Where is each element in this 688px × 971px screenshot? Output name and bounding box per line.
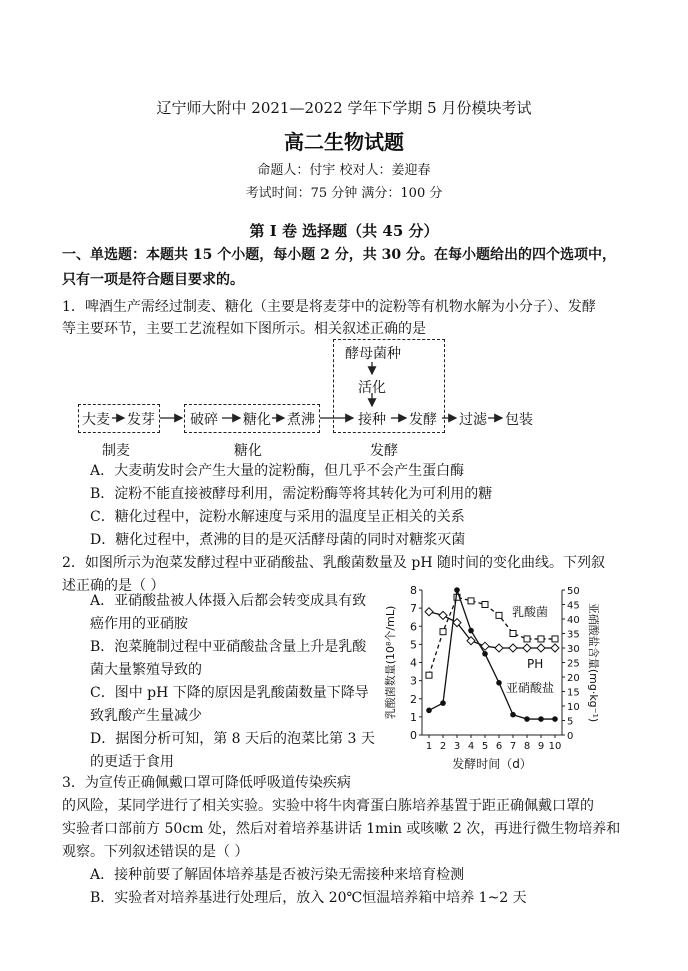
chart-labels <box>383 584 601 771</box>
series-label-ph: PH <box>527 657 544 671</box>
left-axis-title: 乳酸菌数量(10⁸个/mL) <box>384 605 397 720</box>
lactobacillus-point <box>552 636 558 642</box>
ph-point <box>537 644 545 652</box>
x-tick-label: 7 <box>509 741 517 752</box>
x-tick-label: 2 <box>439 741 447 752</box>
lactobacillus-point <box>468 598 474 604</box>
x-tick-label: 10 <box>548 741 562 752</box>
right-tick-label: 5 <box>567 716 574 728</box>
series-label-lactobacillus: 乳酸菌 <box>512 605 549 619</box>
q1-option-a: A．大麦萌发时会产生大量的淀粉酶，但几乎不会产生蛋白酶 <box>90 463 465 479</box>
q2-option-b-line2: 菌大量繁殖导致的 <box>90 662 202 678</box>
q3-stem-line3: 实验者口部前方 50cm 处，然后对着培养基讲话 1min 或咳嗽 2 次，再进行微生物培养和 <box>62 821 621 837</box>
q1-option-d: D．糖化过程中，煮沸的目的是灭活酵母菌的同时对糖浆灭菌 <box>90 532 466 548</box>
q2-option-d-line2: 的更适于食用 <box>90 754 174 770</box>
flow-boil: 煮沸 <box>287 412 315 428</box>
q1-option-b: B．淀粉不能直接被酵母利用，需淀粉酶等将其转化为可利用的糖 <box>90 486 493 502</box>
flow-arrows <box>0 0 688 460</box>
q3-option-b: B．实验者对培养基进行处理后，放入 20℃恒温培养箱中培养 1~2 天 <box>90 890 527 906</box>
section-instruction-1: 一、单选题：本题共 15 个小题，每小题 2 分，共 30 分。在每小题给出的四个选项中， <box>62 247 616 263</box>
q2-option-a-line2: 癌作用的亚硝胺 <box>90 616 188 632</box>
right-tick-label: 15 <box>567 687 580 699</box>
nitrite-point <box>552 716 558 722</box>
left-tick-label: 0 <box>410 729 417 742</box>
ph-point <box>551 644 559 652</box>
x-tick-label: 5 <box>481 741 489 752</box>
q2-stem-line1: 2．如图所示为泡菜发酵过程中亚硝酸盐、乳酸菌数量及 pH 随时间的变化曲线。下列叙 <box>62 555 605 571</box>
q3-stem-line1: 3．为宣传正确佩戴口罩可降低呼吸道传染疾病 <box>62 775 351 791</box>
left-tick-label: 2 <box>410 692 417 706</box>
x-tick-label: 8 <box>523 741 531 752</box>
flow-activate: 活化 <box>358 380 386 396</box>
flow-label-saccharify: 糖化 <box>234 443 262 459</box>
flow-sprout: 发芽 <box>127 412 155 428</box>
left-tick-label: 4 <box>410 656 417 670</box>
q2-option-c-line1: C．图中 pH 下降的原因是乳酸菌数量下降导 <box>90 685 369 701</box>
nitrite-point <box>454 587 460 593</box>
lactobacillus-point <box>440 629 446 635</box>
series-label-nitrite: 亚硝酸盐 <box>506 681 555 695</box>
nitrite-point <box>440 700 446 706</box>
flow-ferment: 发酵 <box>409 412 437 428</box>
flow-filter: 过滤 <box>459 412 487 428</box>
q2-option-a-line1: A．亚硝酸盐被人体摄入后都会转变成具有致 <box>90 593 367 609</box>
ph-point <box>523 644 531 652</box>
left-tick-label: 8 <box>410 584 417 597</box>
ph-point <box>425 608 433 616</box>
x-axis-title: 发酵时间（d） <box>452 757 532 771</box>
nitrite-point <box>468 628 474 634</box>
q3-stem-line4: 观察。下列叙述错误的是（ ） <box>62 844 249 860</box>
lactobacillus-point <box>426 672 432 678</box>
right-tick-label: 30 <box>567 644 580 655</box>
left-tick-label: 1 <box>410 710 417 724</box>
x-tick-label: 9 <box>537 741 545 752</box>
x-tick-label: 3 <box>453 741 461 752</box>
left-tick-label: 5 <box>410 638 417 652</box>
q2-option-d-line1: D．据图分析可知，第 8 天后的泡菜比第 3 天 <box>90 731 375 747</box>
section-title: 第 Ⅰ 卷 选择题（共 45 分） <box>249 222 439 240</box>
right-tick-label: 0 <box>567 731 574 742</box>
lactobacillus-point <box>538 636 544 642</box>
ph-point <box>509 644 517 652</box>
flow-package: 包装 <box>505 412 533 428</box>
right-tick-label: 45 <box>567 600 580 612</box>
subject-title: 高二生物试题 <box>284 130 404 154</box>
nitrite-point <box>426 708 432 714</box>
left-tick-label: 3 <box>410 674 417 688</box>
nitrite-point <box>496 680 502 686</box>
x-tick-label: 4 <box>467 741 475 752</box>
right-tick-label: 35 <box>567 629 580 641</box>
x-tick-label: 1 <box>425 741 433 752</box>
lactobacillus-point <box>524 636 530 642</box>
right-axis-title: 亚硝酸盐含量(mg·kg⁻¹) <box>587 602 600 723</box>
left-tick-label: 7 <box>410 602 417 616</box>
flow-label-ferment: 发酵 <box>370 443 398 459</box>
flow-saccharify: 糖化 <box>243 412 271 428</box>
q1-stem-line1: 1．啤酒生产需经过制麦、糖化（主要是将麦芽中的淀粉等有机物水解为小分子）、发酵 <box>62 299 596 315</box>
x-tick-label: 6 <box>495 741 503 752</box>
section-instruction-2: 只有一项是符合题目要求的。 <box>62 272 244 288</box>
q2-stem-line2: 述正确的是（ ） <box>62 578 165 594</box>
q1-stem-line2: 等主要环节，主要工艺流程如下图所示。相关叙述正确的是 <box>62 321 426 337</box>
q2-option-c-line2: 致乳酸产生量减少 <box>90 708 202 724</box>
flow-label-malting: 制麦 <box>102 443 130 459</box>
lactobacillus-point <box>510 631 516 637</box>
nitrite-point <box>510 712 516 718</box>
right-tick-label: 40 <box>567 615 580 626</box>
authors-line: 命题人：付宇 校对人：姜迎春 <box>257 163 431 178</box>
flow-yeast-strain: 酵母菌种 <box>345 346 401 362</box>
school-title: 辽宁师大附中 2021—2022 学年下学期 5 月份模块考试 <box>156 99 532 117</box>
q1-option-c: C．糖化过程中，淀粉水解速度与采用的温度呈正相关的关系 <box>90 509 465 525</box>
right-tick-label: 10 <box>567 702 580 713</box>
nitrite-point <box>524 716 530 722</box>
flow-barley: 大麦 <box>82 412 110 428</box>
q2-option-b-line1: B．泡菜腌制过程中亚硝酸盐含量上升是乳酸 <box>90 639 367 655</box>
flow-inoculate: 接种 <box>358 412 386 428</box>
right-tick-label: 50 <box>567 586 580 597</box>
nitrite-point <box>538 716 544 722</box>
ph-point <box>439 611 447 619</box>
q3-option-a: A．接种前要了解固体培养基是否被污染无需接种来培育检测 <box>90 867 465 883</box>
flow-crush: 破碎 <box>190 412 218 428</box>
nitrite-point <box>482 651 488 657</box>
lactobacillus-point <box>482 602 488 608</box>
right-tick-label: 20 <box>567 673 580 684</box>
q3-stem-line2: 的风险，某同学进行了相关实验。实验中将牛肉膏蛋白胨培养基置于距正确佩戴口罩的 <box>62 798 594 814</box>
ph-point <box>495 644 503 652</box>
pickle-fermentation-chart <box>380 580 600 771</box>
right-tick-label: 25 <box>567 658 580 670</box>
left-tick-label: 6 <box>410 620 417 634</box>
lactobacillus-point <box>496 612 502 618</box>
exam-meta-line: 考试时间：75 分钟 满分：100 分 <box>245 186 443 201</box>
